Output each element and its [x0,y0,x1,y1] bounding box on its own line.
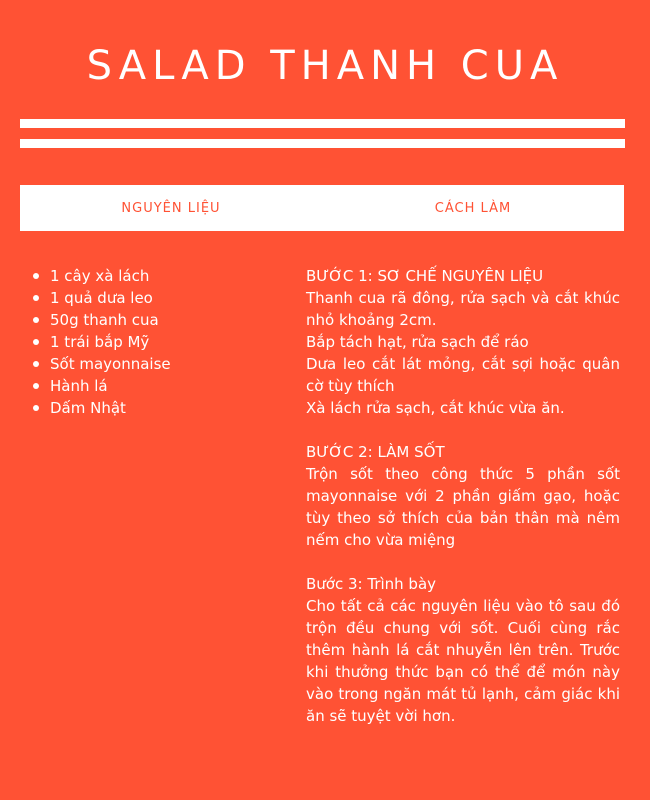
step-heading: Bước 3: Trình bày [306,575,437,593]
step-3 [306,573,620,727]
ingredients-header: NGUYÊN LIỆU [121,200,221,216]
list-item: Sốt mayonnaise [50,355,171,373]
step-heading: BƯỚC 2: LÀM SỐT [306,443,445,461]
step-1 [306,265,620,419]
method-section [306,265,620,749]
list-item: Dấm Nhật [50,397,171,419]
step-text: Bắp tách hạt, rửa sạch để ráo [306,333,529,351]
method-header: CÁCH LÀM [434,200,512,216]
step-text: Thanh cua rã đông, rửa sạch và cắt khúc nhỏ khoảng 2cm. [306,289,620,329]
list-item: 1 trái bắp Mỹ [50,331,171,353]
ingredient-list [30,265,171,419]
list-item: 1 quả dưa leo [50,287,171,309]
step-text: Trộn sốt theo công thức 5 phần sốt mayonnaise với 2 phần giấm gạo, hoặc tùy theo sở thích của bản thân mà nêm nếm cho vừa miệng [306,465,620,549]
list-item: Hành lá [50,375,171,397]
step-text: Dưa leo cắt lát mỏng, cắt sợi hoặc quân cờ tùy thích [306,355,620,395]
page-title: SALAD THANH CUA [86,43,564,89]
divider-stripe-top [20,119,625,128]
step-text: Xà lách rửa sạch, cắt khúc vừa ăn. [306,399,565,417]
list-item: 50g thanh cua [50,309,171,331]
section-header-bar [20,185,624,231]
divider-stripe-bottom [20,139,625,148]
step-2 [306,441,620,551]
step-text: Cho tất cả các nguyên liệu vào tô sau đó trộn đều chung với sốt. Cuối cùng rắc thêm hành lá cắt nhuyễn lên trên. Trước khi thưởng thức bạn có thể để món này vào trong ngăn mát tủ lạnh, cảm giác khi ăn sẽ tuyệt vời hơn. [306,597,620,725]
step-heading: BƯỚC 1: SƠ CHẾ NGUYÊN LIỆU [306,267,544,285]
list-item: 1 cây xà lách [50,265,171,287]
